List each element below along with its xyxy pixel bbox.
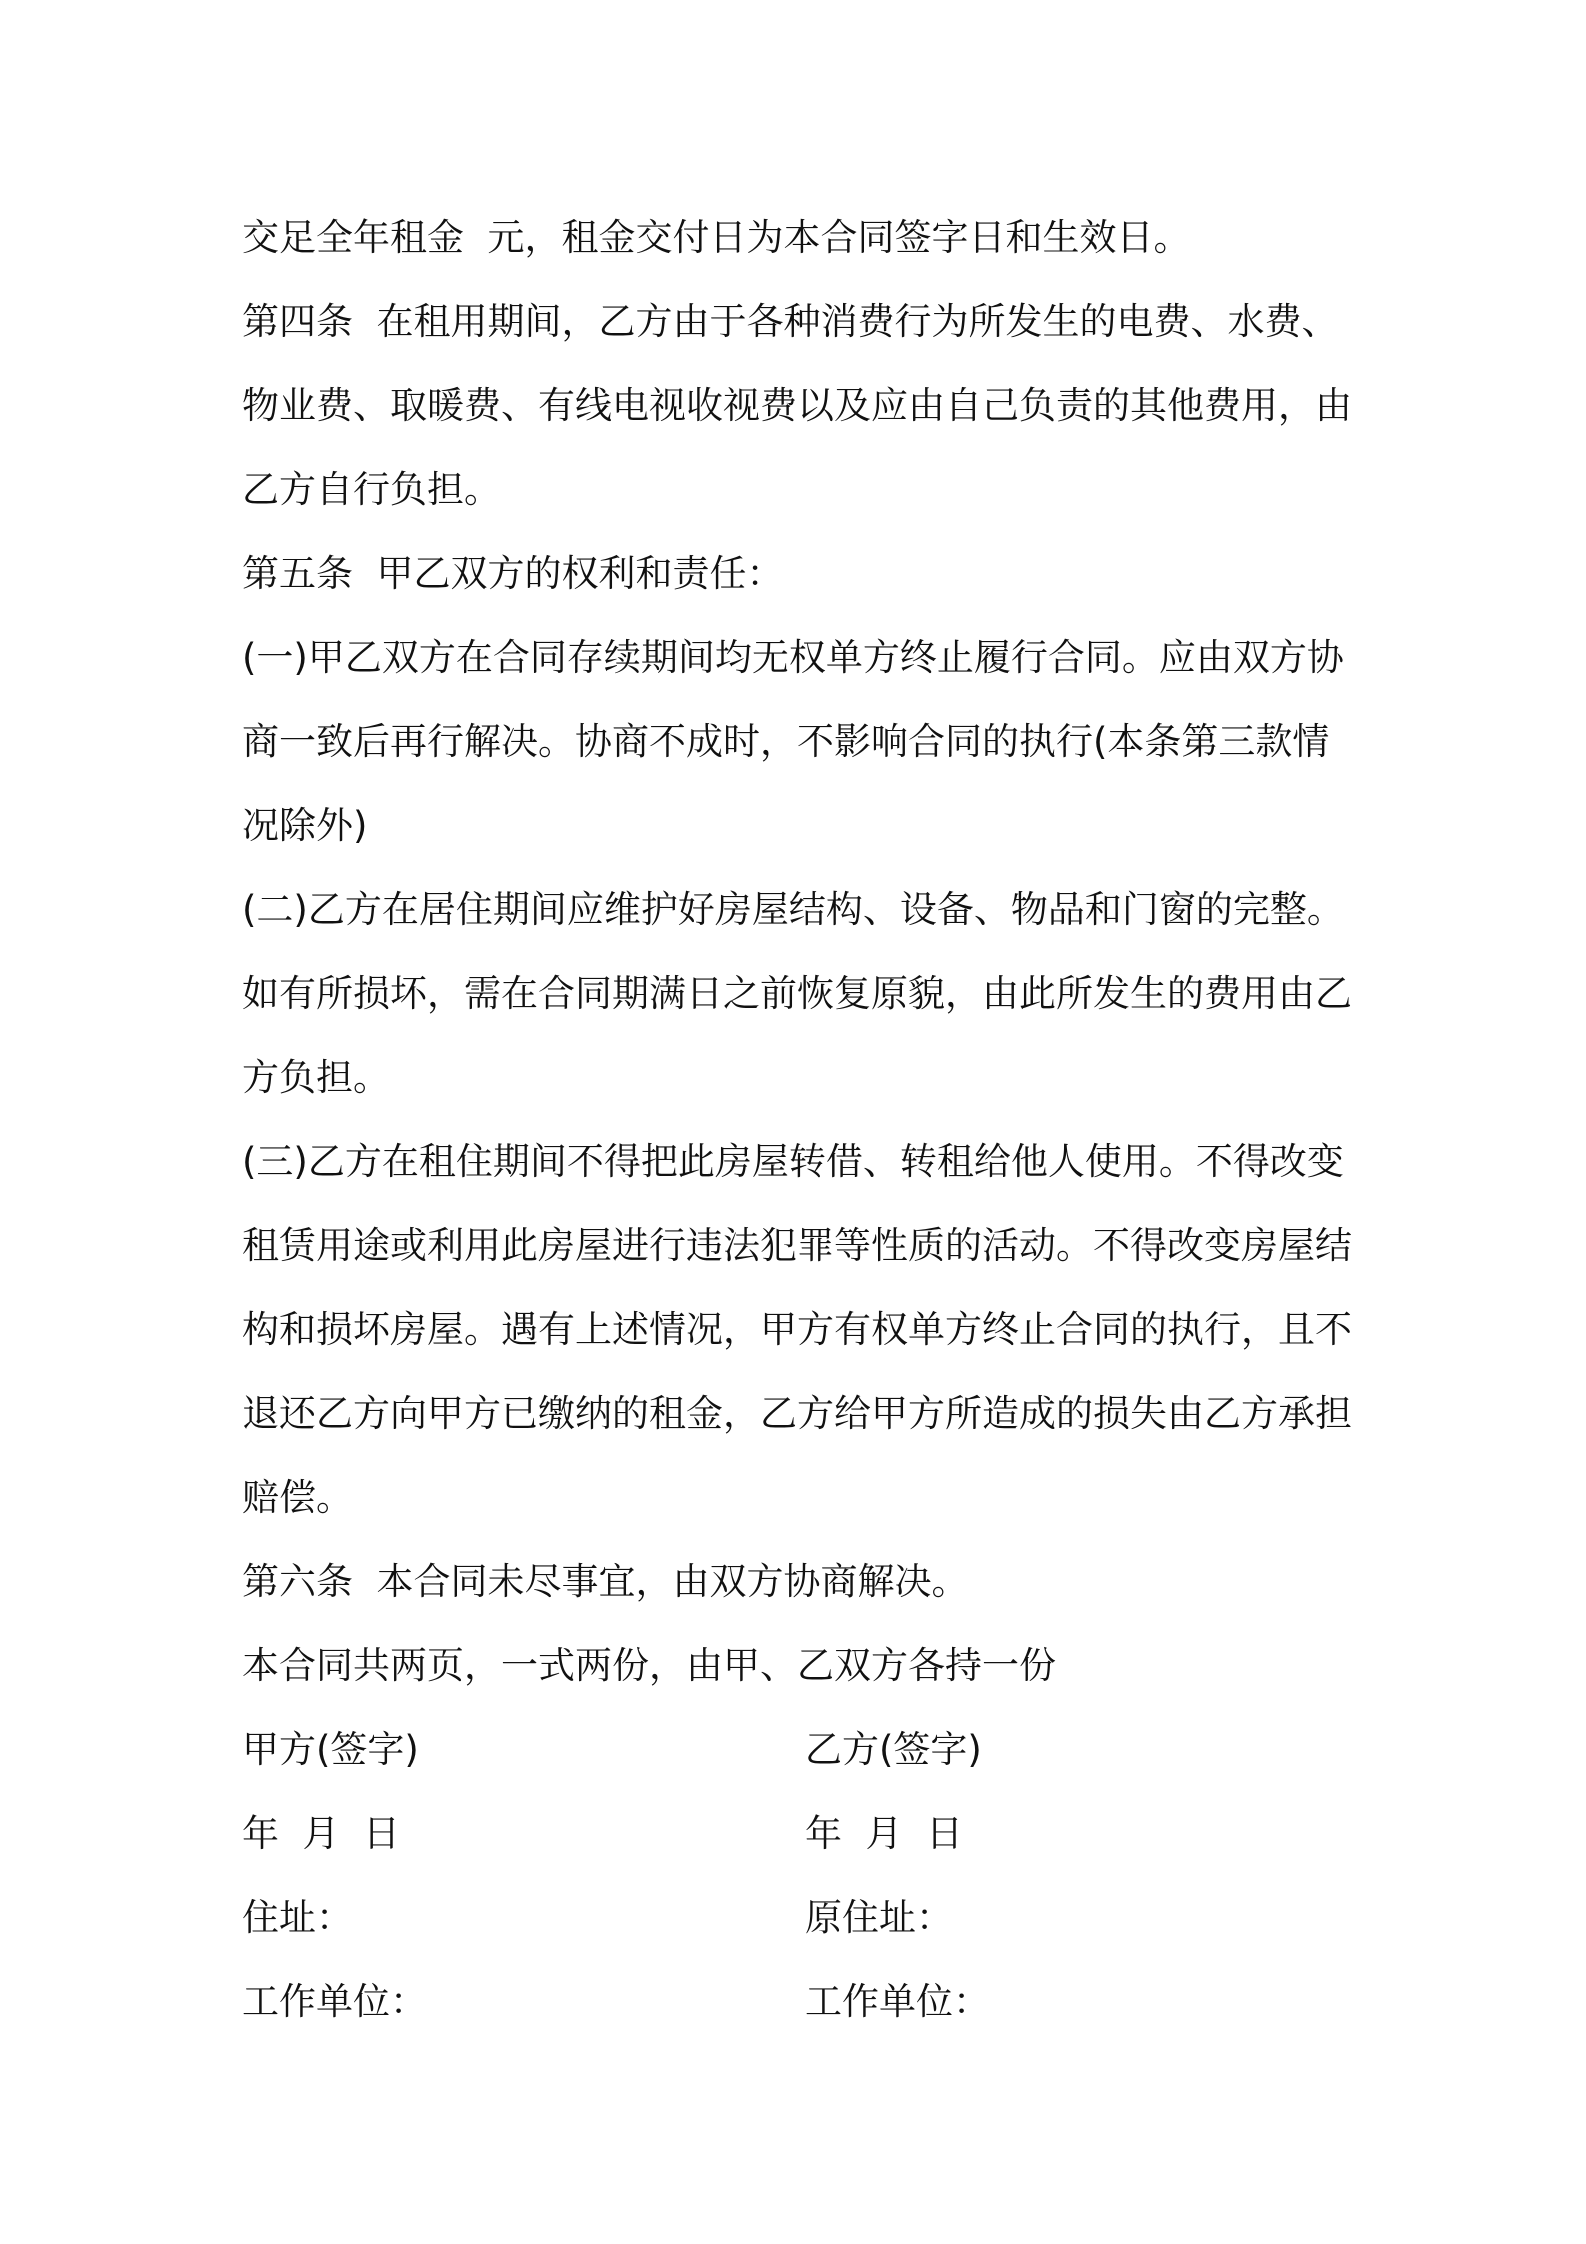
party-a-signature-label: 甲方(签字)	[242, 1728, 419, 1771]
clause-1-line: (一)甲乙双方在合同存续期间均无权单方终止履行合同。应由双方协	[242, 636, 1344, 679]
text-line: 如有所损坏，需在合同期满日之前恢复原貌，由此所发生的费用由乙	[242, 972, 1352, 1015]
party-a-work-label: 工作单位：	[242, 1980, 427, 2023]
party-b-signature-label: 乙方(签字)	[805, 1728, 982, 1771]
party-b-address-label: 原住址：	[805, 1896, 953, 1939]
clause-2-line: (二)乙方在居住期间应维护好房屋结构、设备、物品和门窗的完整。	[242, 888, 1344, 931]
text-line: 乙方自行负担。	[242, 468, 501, 511]
article-4-line: 第四条 在租用期间，乙方由于各种消费行为所发生的电费、水费、	[242, 300, 1339, 343]
text-line: 构和损坏房屋。遇有上述情况，甲方有权单方终止合同的执行，且不	[242, 1308, 1352, 1351]
work-row	[242, 1960, 1362, 2044]
signature-row	[242, 1708, 1362, 1792]
clause-3-line: (三)乙方在租住期间不得把此房屋转借、转租给他人使用。不得改变	[242, 1140, 1344, 1183]
text-line: 租赁用途或利用此房屋进行违法犯罪等性质的活动。不得改变房屋结	[242, 1224, 1352, 1267]
text-line: 退还乙方向甲方已缴纳的租金，乙方给甲方所造成的损失由乙方承担	[242, 1392, 1352, 1435]
article-6-line: 第六条 本合同未尽事宜，由双方协商解决。	[242, 1560, 969, 1603]
text-line: 物业费、取暖费、有线电视收视费以及应由自己负责的其他费用，由	[242, 384, 1352, 427]
text-line: 况除外)	[242, 804, 368, 847]
text-line: 商一致后再行解决。协商不成时，不影响合同的执行(本条第三款情	[242, 720, 1330, 763]
party-b-work-label: 工作单位：	[805, 1980, 990, 2023]
contract-body	[242, 196, 1362, 2044]
party-a-date-label: 年 月 日	[242, 1812, 401, 1855]
article-5-heading: 第五条 甲乙双方的权利和责任：	[242, 552, 784, 595]
party-a-address-label: 住址：	[242, 1896, 353, 1939]
address-row	[242, 1876, 1362, 1960]
party-b-date-label: 年 月 日	[805, 1812, 964, 1855]
date-row	[242, 1792, 1362, 1876]
text-line: 方负担。	[242, 1056, 390, 1099]
copies-note: 本合同共两页，一式两份，由甲、乙双方各持一份	[242, 1644, 1056, 1687]
text-line: 赔偿。	[242, 1476, 353, 1519]
text-line: 交足全年租金 元，租金交付日为本合同签字日和生效日。	[242, 216, 1191, 259]
